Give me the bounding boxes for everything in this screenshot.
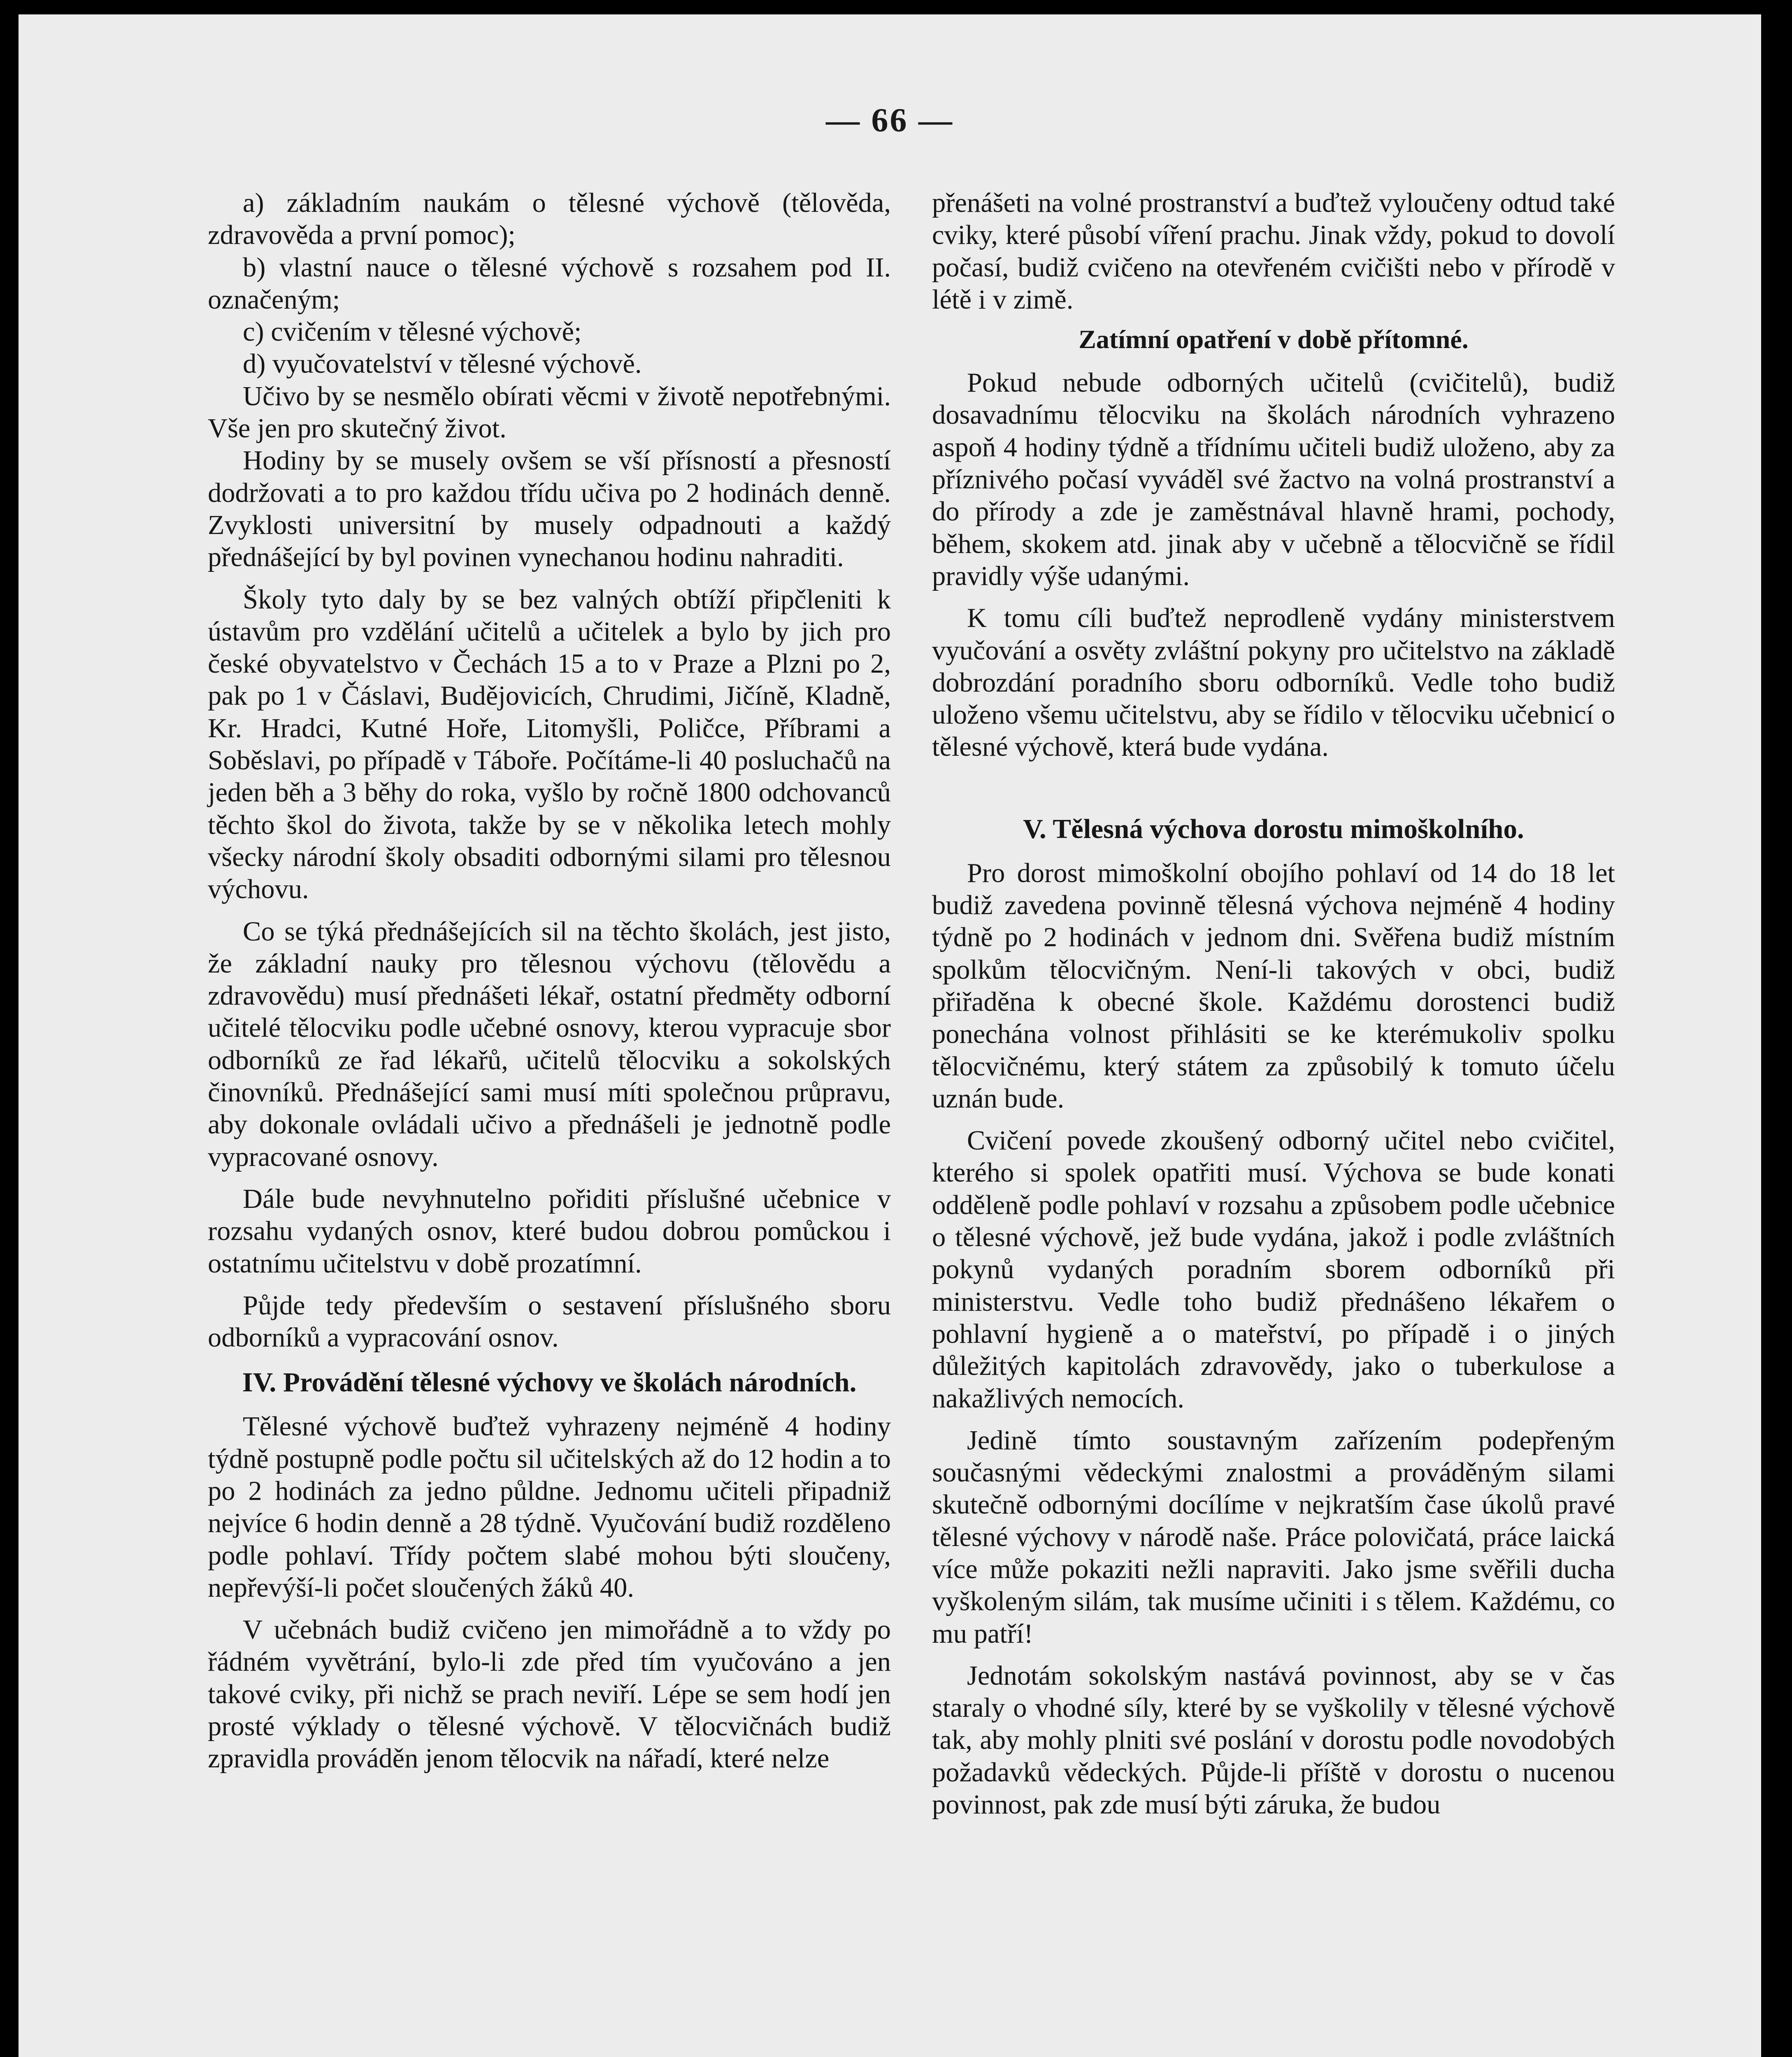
list-item-b: b) vlastní nauce o tělesné výchově s rozsahem pod II. označeným; bbox=[208, 252, 891, 315]
paragraph: V učebnách budiž cvičeno jen mimořádně a to vždy po řádném vyvětrání, bylo-li zde před tím vyučováno a jen takové cviky, při nichž se prach neviří. Lépe se sem hodí jen prosté výklady o tělesné výchově. V tělocvičnách budiž zpravidla prováděn jenom tělocvik na nářadí, které nelze bbox=[208, 1615, 891, 1774]
paragraph: Tělesné výchově buďtež vyhrazeny nejméně 4 hodiny týdně postupně podle počtu sil učitelských až do 12 hodin a to po 2 hodinách za jedno půldne. Jednomu učiteli připadniž nejvíce 6 hodin denně a 28 týdně. Vyučování budiž rozděleno podle pohlaví. Třídy počtem slabé mohou býti sloučeny, nepřevýší-li počet sloučených žáků 40. bbox=[208, 1412, 891, 1603]
subsection-heading: Zatímní opatření v době přítomné. bbox=[1078, 325, 1469, 354]
list-item-d: d) vyučovatelství v tělesné výchově. bbox=[243, 349, 642, 379]
paragraph: Co se týká přednášejících sil na těchto školách, jest jisto, že základní nauky pro tělesnou výchovu (tělovědu a zdravovědu) musí přednášeti lékař, ostatní předměty odborní učitelé tělocviku podle učebné osnovy, kterou vypracuje sbor odborníků ze řad lékařů, učitelů tělocviku a sokolských činovníků. Přednášející sami musí míti společnou průpravu, aby dokonale ovládali učivo a přednášeli je jednotně podle vypracované osnovy. bbox=[208, 916, 891, 1172]
paragraph: Hodiny by se musely ovšem se vší přísností a přesností dodržovati a to pro každou třídu učiva po 2 hodinách denně. Zvyklosti universitní by musely odpadnouti a každý přednášející by byl povinen vynechanou hodinu nahraditi. bbox=[208, 446, 891, 573]
paragraph: Jednotám sokolským nastává povinnost, aby se v čas staraly o vhodné síly, které by se vyškolily v tělesné výchově tak, aby mohly plniti své poslání v dorostu podle novodobých požadavků vědeckých. Půjde-li příště v dorostu o nucenou povinnost, pak zde musí býti záruka, že budou bbox=[932, 1660, 1615, 1820]
list-item-a: a) základním naukám o tělesné výchově (tělověda, zdravověda a první pomoc); bbox=[208, 188, 891, 251]
paragraph: Cvičení povede zkoušený odborný učitel nebo cvičitel, kterého si spolek opatřiti musí. Výchova se bude konati odděleně podle pohlaví v rozsahu a způsobem podle učebnice o tělesné výchově, jež bude vydána, jakož i podle zvláštních pokynů vydaných poradním sborem odborníků při ministerstvu. Vedle toho budiž přednášeno lékařem o pohlavní hygieně a o mateřství, po případě i o jiných důležitých kapitolách zdravovědy, jako o tuberkulose a nakažlivých nemocích. bbox=[932, 1126, 1615, 1414]
section-heading-iv: IV. Provádění tělesné výchovy ve školách národních. bbox=[242, 1367, 857, 1398]
paragraph: přenášeti na volné prostranství a buďtež vyloučeny odtud také cviky, které působí víření prachu. Jinak vždy, pokud to dovolí počasí, budiž cvičeno na otevřeném cvičišti nebo v přírodě v létě i v zimě. bbox=[932, 188, 1615, 315]
left-column bbox=[208, 187, 891, 1775]
paragraph: Pro dorost mimoškolní obojího pohlaví od 14 do 18 let budiž zavedena povinně tělesná výchova nejméně 4 hodiny týdně po 2 hodinách v jednom dni. Svěřena budiž místním spolkům tělocvičným. Není-li takových v obci, budiž přiřaděna k obecné škole. Každému dorostenci budiž ponechána volnost přihlásiti se ke kterémukoliv spolku tělocvičnému, který státem za způsobilý k tomuto účelu uznán bude. bbox=[932, 858, 1615, 1114]
paragraph: Pokud nebude odborných učitelů (cvičitelů), budiž dosavadnímu tělocviku na školách národních vyhrazeno aspoň 4 hodiny týdně a třídnímu učiteli budiž uloženo, aby za příznivého počasí vyváděl své žactvo na volná prostranství a do přírody a zde je zaměstnával hlavně hrami, pochody, během, skokem atd. jinak aby v učebně a tělocvičně se řídil pravidly výše udanými. bbox=[932, 368, 1615, 591]
paragraph: Jedině tímto soustavným zařízením podepřeným současnými vědeckými znalostmi a prováděným silami skutečně odbornými docílíme v nejkratším čase úkolů pravé tělesné výchovy v národě naše. Práce polovičatá, práce laická více může pokaziti nežli napraviti. Jako jsme svěřili ducha vyškoleným silám, tak musíme učiniti i s tělem. Každému, co mu patří! bbox=[932, 1425, 1615, 1649]
book-page bbox=[19, 14, 1761, 2057]
right-column bbox=[932, 187, 1615, 1821]
paragraph: Školy tyto daly by se bez valných obtíží připčleniti k ústavům pro vzdělání učitelů a učitelek a bylo by jich pro české obyvatelstvo v Čechách 15 a to v Praze a Plzni po 2, pak po 1 v Čáslavi, Budějovicích, Chrudimi, Jičíně, Kladně, Kr. Hradci, Kutné Hoře, Litomyšli, Poličce, Příbrami a Soběslavi, po případě v Táboře. Počítáme-li 40 posluchačů na jeden běh a 3 běhy do roka, vyšlo by ročně 1800 odchovanců těchto škol do života, takže by se v několika letech mohly všecky národní školy obsaditi odbornými silami pro tělesnou výchovu. bbox=[208, 584, 891, 905]
section-heading-v: V. Tělesná výchova dorostu mimoškolního. bbox=[1023, 813, 1524, 844]
paragraph: Půjde tedy především o sestavení příslušného sboru odborníků a vypracování osnov. bbox=[208, 1290, 891, 1353]
paragraph: K tomu cíli buďtež neprodleně vydány ministerstvem vyučování a osvěty zvláštní pokyny pro učitelstvo na základě dobrozdání poradního sboru odborníků. Vedle toho budiž uloženo všemu učitelstvu, aby se řídilo v tělocviku učebnicí o tělesné výchově, která bude vydána. bbox=[932, 603, 1615, 762]
paragraph: Učivo by se nesmělo obírati věcmi v životě nepotřebnými. Vše jen pro skutečný život. bbox=[208, 381, 891, 444]
page-number: — 66 — bbox=[826, 101, 954, 139]
paragraph: Dále bude nevyhnutelno pořiditi příslušné učebnice v rozsahu vydaných osnov, které budou dobrou pomůckou i ostatnímu učitelstvu v době prozatímní. bbox=[208, 1184, 891, 1279]
list-item-c: c) cvičením v tělesné výchově; bbox=[243, 317, 582, 347]
